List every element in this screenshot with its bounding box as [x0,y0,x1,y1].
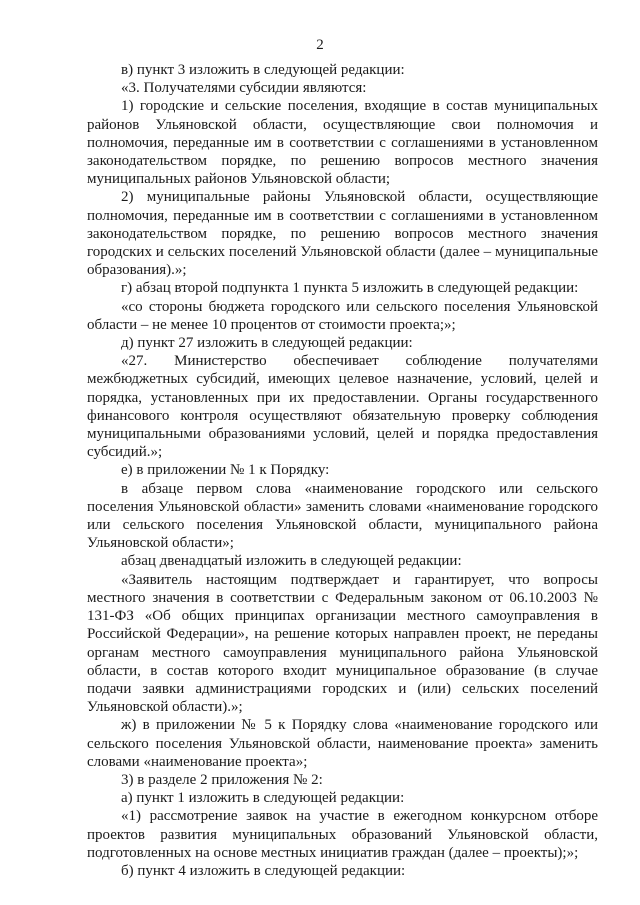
paragraph-budget-share: «со стороны бюджета городского или сельского поселения Ульяновской области – не менее 10 процентов от стоимости проекта;»; [87,298,598,333]
document-body [87,61,598,880]
paragraph-point-27: «27. Министерство обеспечивает соблюдение получателями межбюджетных субсидий, имеющих целевое назначение, условий, целей и порядка, установленных при их предоставлении. Органы государственного финансового контроля осуществляют обязательную проверку соблюдения муниципальными образованиями условий, целей и порядка предоставления субсидий.»; [87,353,598,461]
paragraph-item-v: в) пункт 3 изложить в следующей редакции: [121,62,405,78]
paragraph-first-abzac: в абзаце первом слова «наименование городского или сельского поселения Ульяновской области» заменить словами «наименование городского или сельского поселения Ульяновской области, муниципального района Ульяновской области»; [87,480,598,552]
paragraph-item-g: г) абзац второй подпункта 1 пункта 5 изложить в следующей редакции: [121,280,579,297]
page-number: 2 [316,37,324,53]
paragraph-item-a: а) пункт 1 изложить в следующей редакции: [121,790,405,807]
paragraph-applicant-guarantee: «Заявитель настоящим подтверждает и гарантирует, что вопросы местного значения в соответствии с Федеральным законом от 06.10.2003 № 131-ФЗ «Об общих принципах организации местного самоуправления в Российской Федерации», на решение которых направлен проект, не переданы органам местного самоуправления муниципального района Ульяновской области, в состав которого входит муниципальное образование (в случае подачи заявки администрациями городских и (или) сельских поселений Ульяновской области).»; [87,571,598,716]
paragraph-point-1-text: «1) рассмотрение заявок на участие в ежегодном конкурсном отборе проектов развития муниципальных образований Ульяновской области, подготовленных на основе местных инициатив граждан (далее – проекты);»; [87,808,598,861]
paragraph-recipients-1: 1) городские и сельские поселения, входящие в состав муниципальных районов Ульяновской области, осуществляющие свои полномочия и полномочия, переданные им в соответствии с соглашениями в установленном законодательством порядке, по решению вопросов местного значения муниципальных районов Ульяновской области; [87,98,598,188]
paragraph-section-2: 3) в разделе 2 приложения № 2: [121,771,323,788]
paragraph-recipients-heading: «3. Получателями субсидии являются: [121,80,367,97]
paragraph-recipients-2: 2) муниципальные районы Ульяновской области, осуществляющие полномочия, переданные им в соответствии с соглашениями в установленном законодательством порядке, по решению вопросов местного значения городских и сельских поселений Ульяновской области (далее – муниципальные образования).»; [87,189,598,279]
paragraph-item-zh: ж) в приложении № 5 к Порядку слова «наименование городского или сельского поселения Ульяновской области, наименование проекта» заменить словами «наименование проекта»; [87,717,598,770]
paragraph-item-e: е) в приложении № 1 к Порядку: [121,462,330,479]
paragraph-twelfth-abzac: абзац двенадцатый изложить в следующей редакции: [121,553,462,570]
paragraph-item-d: д) пункт 27 изложить в следующей редакции: [121,335,413,352]
paragraph-item-b: б) пункт 4 изложить в следующей редакции: [121,862,406,879]
